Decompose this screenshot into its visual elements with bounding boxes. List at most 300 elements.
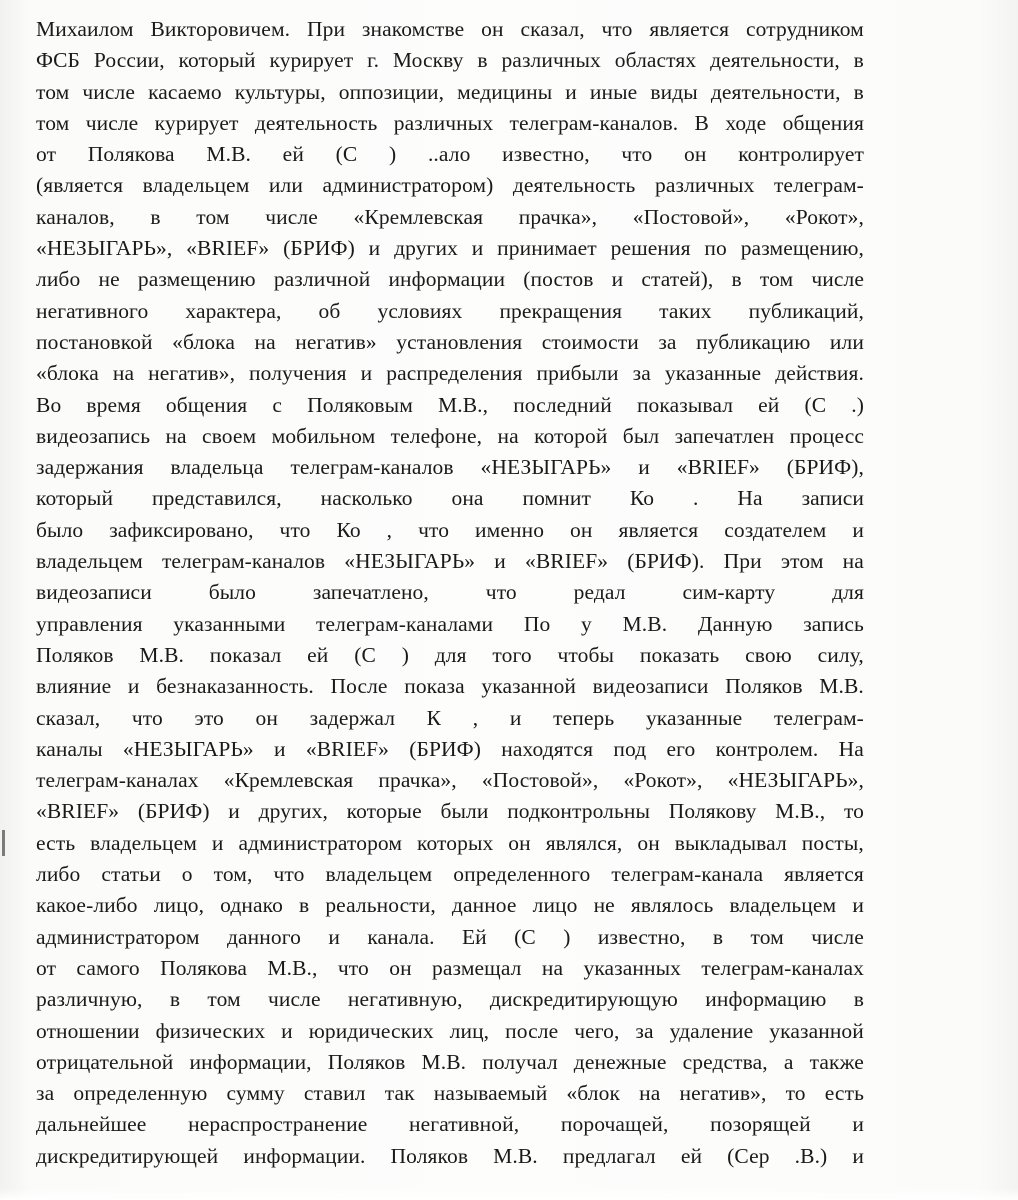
word: показывал (636, 392, 734, 417)
word: установления (396, 329, 523, 354)
word: либо (36, 862, 81, 887)
word: известно, (502, 142, 590, 167)
word: определенную (73, 1081, 208, 1106)
word: других (394, 236, 458, 261)
word: М.В. (139, 642, 184, 667)
word: она (451, 486, 484, 511)
text-line (36, 358, 864, 389)
word: Поляков (390, 1143, 469, 1168)
word: Поляков (725, 674, 803, 699)
word: также (809, 1049, 864, 1074)
word: М.В., (775, 799, 826, 824)
text-line (36, 327, 864, 358)
word: он (481, 17, 504, 41)
word: о (181, 862, 193, 887)
word: какое-либо (36, 893, 138, 918)
word: «блока (172, 329, 236, 354)
word: М.В., (438, 392, 489, 417)
word: в (853, 79, 864, 104)
text-line (36, 922, 864, 953)
word: ) (401, 642, 409, 667)
word: подконтрольны (507, 799, 651, 824)
word: статей), (641, 267, 714, 292)
word: (постов (523, 267, 594, 292)
word: сумму (226, 1081, 285, 1106)
word: том (36, 79, 70, 104)
text-line (36, 890, 864, 921)
word: культуры, (234, 79, 326, 104)
word: негативной, (409, 1112, 520, 1137)
word: публикацию (696, 329, 811, 354)
word: При (723, 549, 762, 574)
word: телеграм-каналов. (509, 110, 679, 135)
word: записи (801, 486, 864, 511)
word: М.В., (267, 955, 318, 980)
word: Поляков (36, 642, 114, 667)
word: он (255, 705, 278, 730)
word: именно (475, 517, 545, 542)
word: информации (388, 267, 506, 292)
word: насколько (320, 486, 413, 511)
word: негативного (36, 298, 149, 323)
word: (является (36, 173, 124, 198)
word: за (658, 329, 677, 354)
scan-edge-mark (2, 830, 5, 856)
word: Москву (392, 48, 464, 73)
word: создателем (724, 517, 827, 542)
word: в (853, 987, 864, 1012)
word: за (635, 1018, 654, 1043)
word: знакомстве (361, 17, 465, 41)
text-line (36, 765, 864, 796)
word: он (684, 142, 707, 167)
word: «Кремлевская (223, 768, 354, 793)
word: известно, (597, 924, 686, 949)
word: был (622, 423, 660, 448)
word: чтобы (557, 642, 615, 667)
word: В (694, 110, 709, 135)
word: либо (36, 267, 81, 292)
word: на (497, 423, 519, 448)
word: г. (367, 48, 380, 73)
word: является (618, 517, 699, 542)
word: негатив», (679, 1081, 767, 1106)
word: который (178, 48, 256, 73)
word: что (601, 17, 633, 41)
text-line (36, 390, 864, 421)
word: Ей (461, 924, 487, 949)
word: свою (745, 642, 792, 667)
word: и (852, 1112, 864, 1137)
word: негатив» (295, 329, 377, 354)
word: ей (307, 642, 329, 667)
word: дискредитирующую (489, 987, 678, 1012)
word: ей (758, 392, 780, 417)
word: ФСБ (36, 48, 80, 73)
word: и (228, 799, 240, 824)
word: являлся, (545, 830, 623, 855)
word: Полякова (160, 955, 248, 980)
word: в (477, 48, 488, 73)
word: М.В. (421, 1049, 467, 1074)
word: (С (514, 924, 536, 949)
word: запечатлено, (312, 580, 429, 605)
word: в (299, 893, 310, 918)
text-line (36, 515, 864, 546)
word: размещению, (740, 236, 864, 261)
word: решения (610, 236, 691, 261)
word: Полякова (87, 142, 175, 167)
word: запись (803, 611, 864, 636)
word: различных (654, 173, 755, 198)
text-line (36, 577, 864, 608)
word: Ко (336, 517, 361, 542)
word: размещал (432, 955, 522, 980)
word: распределения (386, 361, 523, 386)
word: владельцем (36, 549, 143, 574)
word: и (211, 830, 224, 855)
word: который (36, 486, 114, 511)
word: публикаций, (748, 298, 864, 323)
text-line (36, 734, 864, 765)
word: канала. (367, 924, 435, 949)
word: общения (782, 110, 864, 135)
text-line (36, 139, 864, 170)
text-line (36, 703, 864, 734)
word: Данную (697, 611, 773, 636)
word: «блок (566, 1081, 620, 1106)
word: для (832, 580, 864, 605)
word: лицо (532, 893, 578, 918)
word: того (492, 642, 532, 667)
word: на (541, 955, 564, 980)
word: которой (534, 423, 608, 448)
word: являлось (630, 893, 714, 918)
word: числе (268, 987, 321, 1012)
word: стоимости (541, 329, 639, 354)
word: (БРИФ), (786, 455, 864, 480)
word: числе (265, 204, 318, 229)
word: прекращения (499, 298, 623, 323)
word: данное (451, 893, 517, 918)
word: телеграм- (773, 173, 864, 198)
text-line (36, 452, 864, 483)
word: есть (824, 1081, 864, 1106)
word: от (36, 142, 57, 167)
word: дальнейшее (36, 1112, 147, 1137)
word: на (112, 361, 135, 386)
text-line (36, 671, 864, 702)
text-line (36, 202, 864, 233)
text-line (36, 108, 864, 139)
word: администратором (36, 924, 200, 949)
word: «BRIEF» (36, 799, 120, 824)
word: в (150, 204, 161, 229)
text-line (36, 483, 864, 514)
word: и (611, 267, 624, 292)
word: Михаилом (36, 17, 134, 41)
word: негативную, (347, 987, 463, 1012)
word: телеграм-каналов (290, 455, 454, 480)
word: в (169, 987, 181, 1012)
word: получал (482, 1049, 558, 1074)
word: было (36, 517, 84, 542)
word: владельца (170, 455, 264, 480)
word: «блока (36, 361, 99, 386)
word: что (273, 862, 305, 887)
word: числе (811, 267, 864, 292)
word: Во (36, 392, 62, 417)
word: прачка», (378, 768, 457, 793)
word: «BRIEF» (186, 236, 270, 261)
word: , (386, 517, 393, 542)
word: .В.) (794, 1143, 828, 1168)
word: ставил (303, 1081, 366, 1106)
word: определенного (453, 862, 591, 887)
word: самого (76, 955, 140, 980)
word: принимает (497, 236, 597, 261)
word: (Сер (727, 1143, 770, 1168)
text-line (36, 77, 864, 108)
word: размещению (137, 267, 256, 292)
word: курирует (154, 110, 239, 135)
page-bottom-edge (0, 1188, 1018, 1200)
word: отрицательной (36, 1049, 174, 1074)
word: влияние (36, 674, 112, 699)
word: посты, (801, 830, 864, 855)
text-line (36, 1016, 864, 1047)
word: контролем. (715, 736, 819, 761)
word: «НЕЗЫГАРЬ» (122, 736, 254, 761)
word: за (36, 1081, 55, 1106)
word: телеграм-каналами (316, 611, 494, 636)
text-line (36, 546, 864, 577)
word: действия. (775, 361, 864, 386)
word: «Постовой», (632, 204, 750, 229)
word: том (207, 987, 241, 1012)
word: позорящей (710, 1112, 811, 1137)
word: дискредитирующей (36, 1143, 219, 1168)
word: (БРИФ) (137, 799, 210, 824)
word: На (838, 736, 864, 761)
word: условиях (377, 298, 463, 323)
word: том (759, 267, 794, 292)
word: ей (680, 1143, 703, 1168)
word: (С (804, 392, 827, 417)
word: негатив», (148, 361, 236, 386)
word: На (737, 486, 763, 511)
word: то (785, 1081, 806, 1106)
word: (БРИФ) (409, 736, 481, 761)
word: есть (36, 830, 76, 855)
word: или (268, 173, 303, 198)
word: для (434, 642, 467, 667)
word: от (36, 955, 57, 980)
word: том, (213, 862, 253, 887)
word: своем (202, 423, 257, 448)
word: указанной (769, 1018, 864, 1043)
word: деятельности, (710, 79, 841, 104)
word: касаемо (148, 79, 222, 104)
word: за (632, 361, 651, 386)
word: и (274, 736, 286, 761)
word: числе (85, 110, 139, 135)
word: выкладывал (674, 830, 787, 855)
word: При (306, 17, 346, 41)
text-line (36, 828, 864, 859)
text-line (36, 640, 864, 671)
word: телеграм-канала (611, 862, 764, 887)
word: и (852, 1143, 864, 1168)
word: задержал (309, 705, 396, 730)
word: Поляковым (307, 392, 413, 417)
word: владельцем (325, 862, 433, 887)
word: областях (614, 48, 697, 73)
word: «НЕЗЫГАРЬ» (480, 455, 612, 480)
word: время (86, 392, 141, 417)
word: общения (165, 392, 248, 417)
text-line (36, 1141, 864, 1172)
word: «Рокот», (623, 768, 703, 793)
word: у (581, 611, 592, 636)
word: средства, (682, 1049, 768, 1074)
word: владельцем (142, 173, 250, 198)
word: том (196, 204, 230, 229)
word: запечатлен (674, 423, 775, 448)
text-line (36, 796, 864, 827)
word: иные (589, 79, 638, 104)
word: указанные (664, 361, 762, 386)
word: . (693, 486, 699, 511)
word: М.В. (622, 611, 668, 636)
word: на (254, 329, 276, 354)
text-line (36, 859, 864, 890)
word: мобильном (271, 423, 376, 448)
word: сказал, (520, 17, 585, 41)
word: «Постовой», (481, 768, 599, 793)
word: он (637, 830, 660, 855)
word: порочащей, (560, 1112, 669, 1137)
word: с (272, 392, 283, 417)
document-body-text (36, 14, 864, 1172)
word: После (330, 674, 388, 699)
word: информации, (189, 1049, 312, 1074)
word: последний (513, 392, 612, 417)
word: нераспространение (188, 1112, 368, 1137)
word: «НЕЗЫГАРЬ», (727, 768, 864, 793)
word: .) (851, 392, 864, 417)
word: является (649, 17, 730, 41)
word: и (368, 236, 381, 261)
word: об (318, 298, 341, 323)
word: что (485, 580, 517, 605)
word: «BRIEF» (305, 736, 390, 761)
word: процесс (789, 423, 864, 448)
word: чего, (574, 1018, 620, 1043)
word: «Рокот», (784, 204, 864, 229)
word: статьи (101, 862, 161, 887)
text-line (36, 1109, 864, 1140)
word: сим-карту (682, 580, 776, 605)
word: медицины (457, 79, 553, 104)
word: (С (335, 142, 358, 167)
word: телеграм-каналов (161, 549, 326, 574)
word: и (852, 517, 864, 542)
word: владельцем (729, 893, 837, 918)
word: после (505, 1018, 559, 1043)
word: не (98, 267, 120, 292)
word: ) (563, 924, 571, 949)
word: и (471, 236, 484, 261)
word: России, (93, 48, 165, 73)
word: , (472, 705, 479, 730)
word: сотрудником (746, 17, 864, 41)
word: Поляков (327, 1049, 406, 1074)
word: этом (780, 549, 824, 574)
word: видеозаписи (36, 580, 152, 605)
word: а (783, 1049, 794, 1074)
text-line (36, 953, 864, 984)
word: под (613, 736, 647, 761)
word: различных (501, 48, 601, 73)
word: в (853, 48, 864, 73)
text-line (36, 233, 864, 264)
word: на (165, 423, 187, 448)
word: что (621, 142, 653, 167)
word: различных (393, 110, 494, 135)
word: телеграм- (773, 705, 864, 730)
word: на (842, 549, 864, 574)
word: других, (258, 799, 328, 824)
word: находятся (501, 736, 594, 761)
word: он (570, 517, 593, 542)
word: «BRIEF» (676, 455, 760, 480)
word: реальности, (325, 893, 436, 918)
word: он (508, 830, 531, 855)
word: М.В. (493, 1143, 538, 1168)
word: информации. (243, 1143, 366, 1168)
word: по (704, 236, 727, 261)
word: Ко (629, 486, 655, 511)
word: что (131, 705, 163, 730)
word: ..ало (427, 142, 471, 167)
text-line (36, 609, 864, 640)
word: характера, (185, 298, 282, 323)
word: показать (639, 642, 720, 667)
word: том (750, 924, 784, 949)
word: «Кремлевская (353, 204, 484, 229)
word: это (194, 705, 224, 730)
word: и (509, 705, 522, 730)
word: информацию (705, 987, 827, 1012)
word: представился, (152, 486, 282, 511)
word: телеграм-каналах (701, 955, 864, 980)
text-line (36, 1047, 864, 1078)
word: ходе (725, 110, 767, 135)
word: прибыли (536, 361, 619, 386)
word: курирует (269, 48, 354, 73)
text-line (36, 14, 864, 45)
word: виды (650, 79, 698, 104)
word: прачка», (518, 204, 598, 229)
word: в (712, 924, 724, 949)
word: называемый (433, 1081, 548, 1106)
word: показал (209, 642, 282, 667)
word: Викторовичем. (150, 17, 291, 41)
word: что (337, 955, 369, 980)
word: то (843, 799, 864, 824)
word: сказал, (36, 705, 101, 730)
